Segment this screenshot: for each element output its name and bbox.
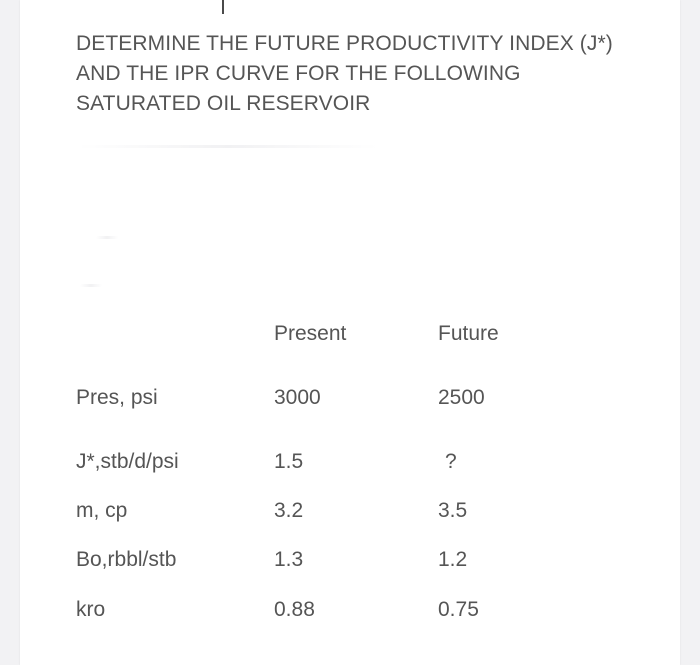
row-present-value: 1.3 (274, 548, 304, 571)
row-label: Pres, psi (76, 386, 158, 409)
row-future-value: 1.2 (438, 548, 468, 571)
row-future-value: 0.75 (438, 598, 479, 621)
row-present-value: 1.5 (274, 450, 304, 473)
table-header-present: Present (274, 322, 347, 345)
row-future-value: ? (445, 450, 457, 473)
row-future-value: 2500 (438, 386, 485, 409)
row-label: kro (76, 598, 106, 621)
row-present-value: 3.2 (274, 499, 304, 522)
table-header-future: Future (438, 322, 499, 345)
row-future-value: 3.5 (438, 499, 468, 522)
question-text: DETERMINE THE FUTURE PRODUCTIVITY INDEX (J*) AND THE IPR CURVE FOR THE FOLLOWING SATURATED OIL RESERVOIR (76, 32, 613, 115)
row-present-value: 3000 (274, 386, 321, 409)
row-present-value: 0.88 (274, 598, 315, 621)
row-label: m, cp (76, 499, 128, 522)
row-label: J*,stb/d/psi (76, 450, 179, 473)
row-label: Bo,rbbl/stb (76, 548, 177, 571)
